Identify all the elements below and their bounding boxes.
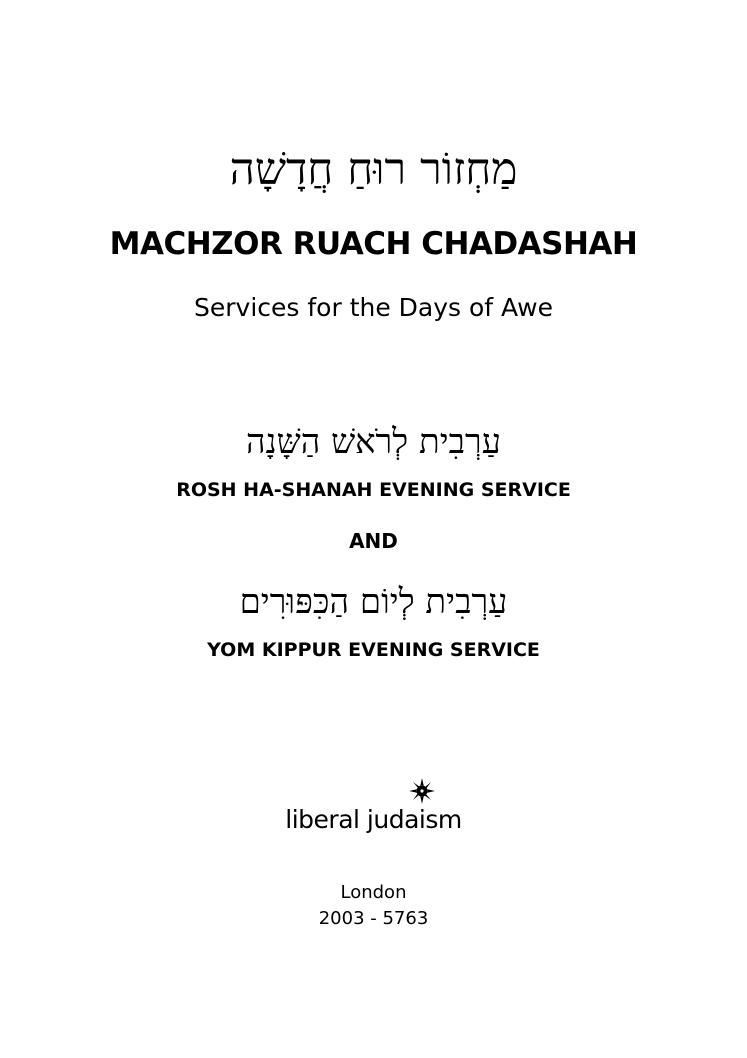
subtitle: Services for the Days of Awe (194, 293, 553, 322)
publisher-logo-text: liberal judaism (285, 805, 462, 834)
yom-kippur-hebrew-heading: עַרְבִית לְיוֹם הַכִּפּוּרִים (239, 582, 508, 622)
and-label: AND (349, 529, 398, 553)
rosh-hashanah-english-heading: ROSH HA-SHANAH EVENING SERVICE (176, 479, 571, 501)
imprint-years: 2003 - 5763 (318, 908, 429, 929)
rosh-hashanah-hebrew-heading: עַרְבִית לְרֹאשׁ הַשָּׁנָה (246, 422, 501, 462)
imprint-city: London (340, 882, 407, 903)
hebrew-title: מַחְזוֹר רוּחַ חֲדָשָׁה (229, 144, 518, 195)
star-burst-icon (409, 778, 435, 804)
english-title: MACHZOR RUACH CHADASHAH (109, 226, 638, 262)
yom-kippur-english-heading: YOM KIPPUR EVENING SERVICE (207, 639, 540, 661)
